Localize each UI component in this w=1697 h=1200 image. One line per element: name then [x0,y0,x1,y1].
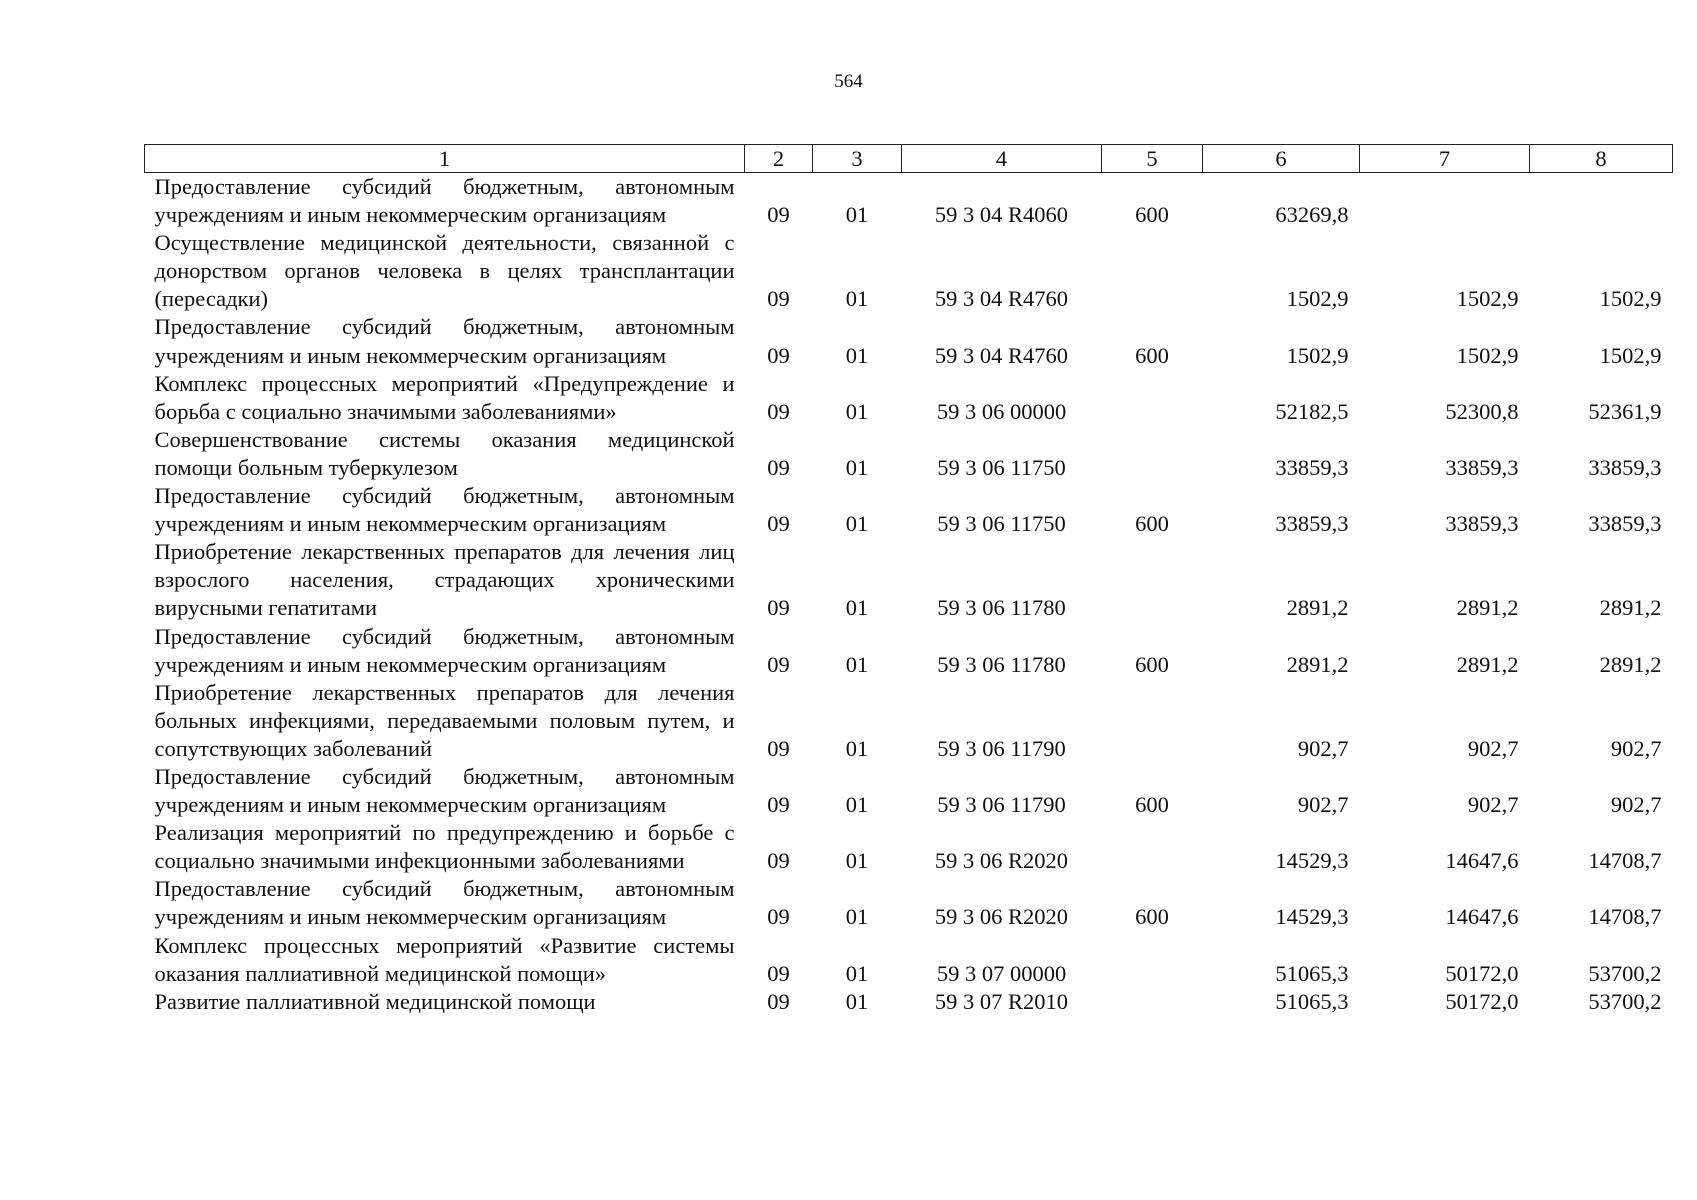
subsection-code-cell: 01 [845,792,869,818]
table-row [145,932,1673,988]
section-code-cell: 09 [767,651,790,677]
target-article-cell: 59 3 06 11790 [937,735,1066,761]
amount-cell-col6: 14529,3 [1275,848,1349,874]
column-header: 7 [1360,145,1530,173]
amount-cell-col6: 1502,9 [1286,286,1349,312]
target-article-cell: 59 3 04 R4760 [934,342,1069,368]
amount-cell-col7: 33859,3 [1445,454,1519,480]
row-name-cell: Развитие паллиативной медицинской помощи [154,988,596,1014]
table-row [145,763,1673,819]
amount-cell-col7: 14647,6 [1445,848,1519,874]
column-header: 2 [745,145,813,173]
target-article-cell: 59 3 06 R2020 [934,904,1069,930]
row-name-cell: Предоставление субсидий бюджетным, автономным учреждениям и иным некоммерческим организациям [154,314,735,368]
table-row [145,988,1673,1016]
section-code-cell: 09 [767,960,790,986]
amount-cell-col6: 51065,3 [1275,960,1349,986]
section-code-cell: 09 [767,454,790,480]
subsection-code-cell: 01 [845,511,869,537]
amount-cell-col7: 1502,9 [1456,286,1519,312]
table-row [145,313,1673,369]
amount-cell-col8: 902,7 [1610,735,1662,761]
amount-cell-col7: 50172,0 [1445,960,1519,986]
budget-table [144,144,1673,1016]
amount-cell-col7: 52300,8 [1445,398,1519,424]
amount-cell-col7 [1360,173,1530,230]
row-name-cell: Приобретение лекарственных препаратов для лечения лиц взрослого населения, страдающих хроническими вирусными гепатитами [154,539,735,621]
amount-cell-col8: 2891,2 [1599,651,1662,677]
section-code-cell: 09 [767,848,790,874]
amount-cell-col6: 2891,2 [1286,651,1349,677]
amount-cell-col8: 53700,2 [1588,988,1662,1014]
amount-cell-col8 [1530,173,1673,230]
amount-cell-col6: 33859,3 [1275,511,1349,537]
expense-type-cell [1102,538,1203,622]
section-code-cell: 09 [767,202,790,228]
amount-cell-col8: 902,7 [1610,792,1662,818]
amount-cell-col7: 33859,3 [1445,511,1519,537]
subsection-code-cell: 01 [845,202,869,228]
table-row [145,623,1673,679]
amount-cell-col6: 14529,3 [1275,904,1349,930]
expense-type-cell: 600 [1135,904,1169,930]
expense-type-cell [1102,679,1203,763]
expense-type-cell [1102,229,1203,313]
target-article-cell: 59 3 06 11780 [937,651,1066,677]
amount-cell-col7: 2891,2 [1456,651,1519,677]
row-name-cell: Комплекс процессных мероприятий «Развитие системы оказания паллиативной медицинской помощи» [154,932,735,986]
amount-cell-col8: 2891,2 [1599,595,1662,621]
section-code-cell: 09 [767,988,790,1014]
row-name-cell: Предоставление субсидий бюджетным, автономным учреждениям и иным некоммерческим организациям [154,174,735,228]
row-name-cell: Осуществление медицинской деятельности, связанной с донорством органов человека в целях трансплантации (пересадки) [154,230,735,312]
amount-cell-col6: 1502,9 [1286,342,1349,368]
amount-cell-col8: 33859,3 [1588,454,1662,480]
subsection-code-cell: 01 [845,595,869,621]
amount-cell-col6: 902,7 [1297,792,1349,818]
amount-cell-col7: 50172,0 [1445,988,1519,1014]
target-article-cell: 59 3 06 11780 [937,595,1066,621]
amount-cell-col8: 14708,7 [1588,848,1662,874]
expense-type-cell: 600 [1135,511,1169,537]
amount-cell-col6: 2891,2 [1286,595,1349,621]
row-name-cell: Совершенствование системы оказания медицинской помощи больным туберкулезом [154,426,735,480]
amount-cell-col7: 902,7 [1467,735,1519,761]
table-row [145,370,1673,426]
section-code-cell: 09 [767,735,790,761]
row-name-cell: Комплекс процессных мероприятий «Предупреждение и борьба с социально значимыми заболеваниями» [154,370,735,424]
amount-cell-col7: 14647,6 [1445,904,1519,930]
table-row [145,173,1673,230]
amount-cell-col8: 52361,9 [1588,398,1662,424]
target-article-cell: 59 3 07 00000 [936,960,1067,986]
amount-cell-col7: 2891,2 [1456,595,1519,621]
amount-cell-col8: 53700,2 [1588,960,1662,986]
row-name-cell: Предоставление субсидий бюджетным, автономным учреждениям и иным некоммерческим организациям [154,623,735,677]
target-article-cell: 59 3 06 11790 [937,792,1066,818]
column-header: 1 [145,145,745,173]
target-article-cell: 59 3 06 R2020 [934,848,1069,874]
amount-cell-col6: 52182,5 [1275,398,1349,424]
column-header: 5 [1102,145,1203,173]
column-header: 3 [813,145,902,173]
table-row [145,229,1673,313]
target-article-cell: 59 3 07 R2010 [934,988,1069,1014]
row-name-cell: Реализация мероприятий по предупреждению и борьбе с социально значимыми инфекционными заболеваниями [154,820,735,874]
section-code-cell: 09 [767,398,790,424]
section-code-cell: 09 [767,342,790,368]
target-article-cell: 59 3 06 00000 [936,398,1067,424]
row-name-cell: Приобретение лекарственных препаратов для лечения больных инфекциями, передаваемыми половым путем, и сопутствующих заболеваний [154,679,735,761]
section-code-cell: 09 [767,286,790,312]
table-row [145,819,1673,875]
expense-type-cell [1102,988,1203,1016]
row-name-cell: Предоставление субсидий бюджетным, автономным учреждениям и иным некоммерческим организациям [154,876,735,930]
amount-cell-col8: 33859,3 [1588,511,1662,537]
expense-type-cell [1102,932,1203,988]
subsection-code-cell: 01 [845,960,869,986]
table-row [145,482,1673,538]
section-code-cell: 09 [767,511,790,537]
table-row [145,679,1673,763]
expense-type-cell [1102,426,1203,482]
expense-type-cell [1102,819,1203,875]
row-name-cell: Предоставление субсидий бюджетным, автономным учреждениям и иным некоммерческим организациям [154,763,735,818]
page-number: 564 [834,71,863,92]
amount-cell-col8: 1502,9 [1599,342,1662,368]
table-row [145,538,1673,622]
target-article-cell: 59 3 06 11750 [937,454,1066,480]
amount-cell-col6: 902,7 [1297,735,1349,761]
subsection-code-cell: 01 [845,398,869,424]
column-header: 4 [902,145,1102,173]
row-name-cell: Предоставление субсидий бюджетным, автономным учреждениям и иным некоммерческим организациям [154,483,735,537]
expense-type-cell [1102,370,1203,426]
subsection-code-cell: 01 [845,904,869,930]
table-row [145,875,1673,931]
amount-cell-col7: 902,7 [1467,792,1519,818]
amount-cell-col6: 33859,3 [1275,454,1349,480]
expense-type-cell: 600 [1135,792,1169,818]
subsection-code-cell: 01 [845,286,869,312]
subsection-code-cell: 01 [845,651,869,677]
amount-cell-col6: 63269,8 [1275,202,1349,228]
expense-type-cell: 600 [1135,651,1169,677]
amount-cell-col7: 1502,9 [1456,342,1519,368]
target-article-cell: 59 3 04 R4060 [934,202,1069,228]
section-code-cell: 09 [767,595,790,621]
expense-type-cell: 600 [1135,342,1169,368]
subsection-code-cell: 01 [845,848,869,874]
table-row [145,426,1673,482]
target-article-cell: 59 3 06 11750 [937,511,1066,537]
subsection-code-cell: 01 [845,988,869,1014]
subsection-code-cell: 01 [845,454,869,480]
subsection-code-cell: 01 [845,735,869,761]
amount-cell-col8: 14708,7 [1588,904,1662,930]
section-code-cell: 09 [767,904,790,930]
amount-cell-col8: 1502,9 [1599,286,1662,312]
subsection-code-cell: 01 [845,342,869,368]
section-code-cell: 09 [767,792,790,818]
column-header: 6 [1203,145,1360,173]
column-header: 8 [1530,145,1673,173]
target-article-cell: 59 3 04 R4760 [934,286,1069,312]
expense-type-cell: 600 [1135,202,1169,228]
amount-cell-col6: 51065,3 [1275,988,1349,1014]
header-row [145,145,1673,173]
